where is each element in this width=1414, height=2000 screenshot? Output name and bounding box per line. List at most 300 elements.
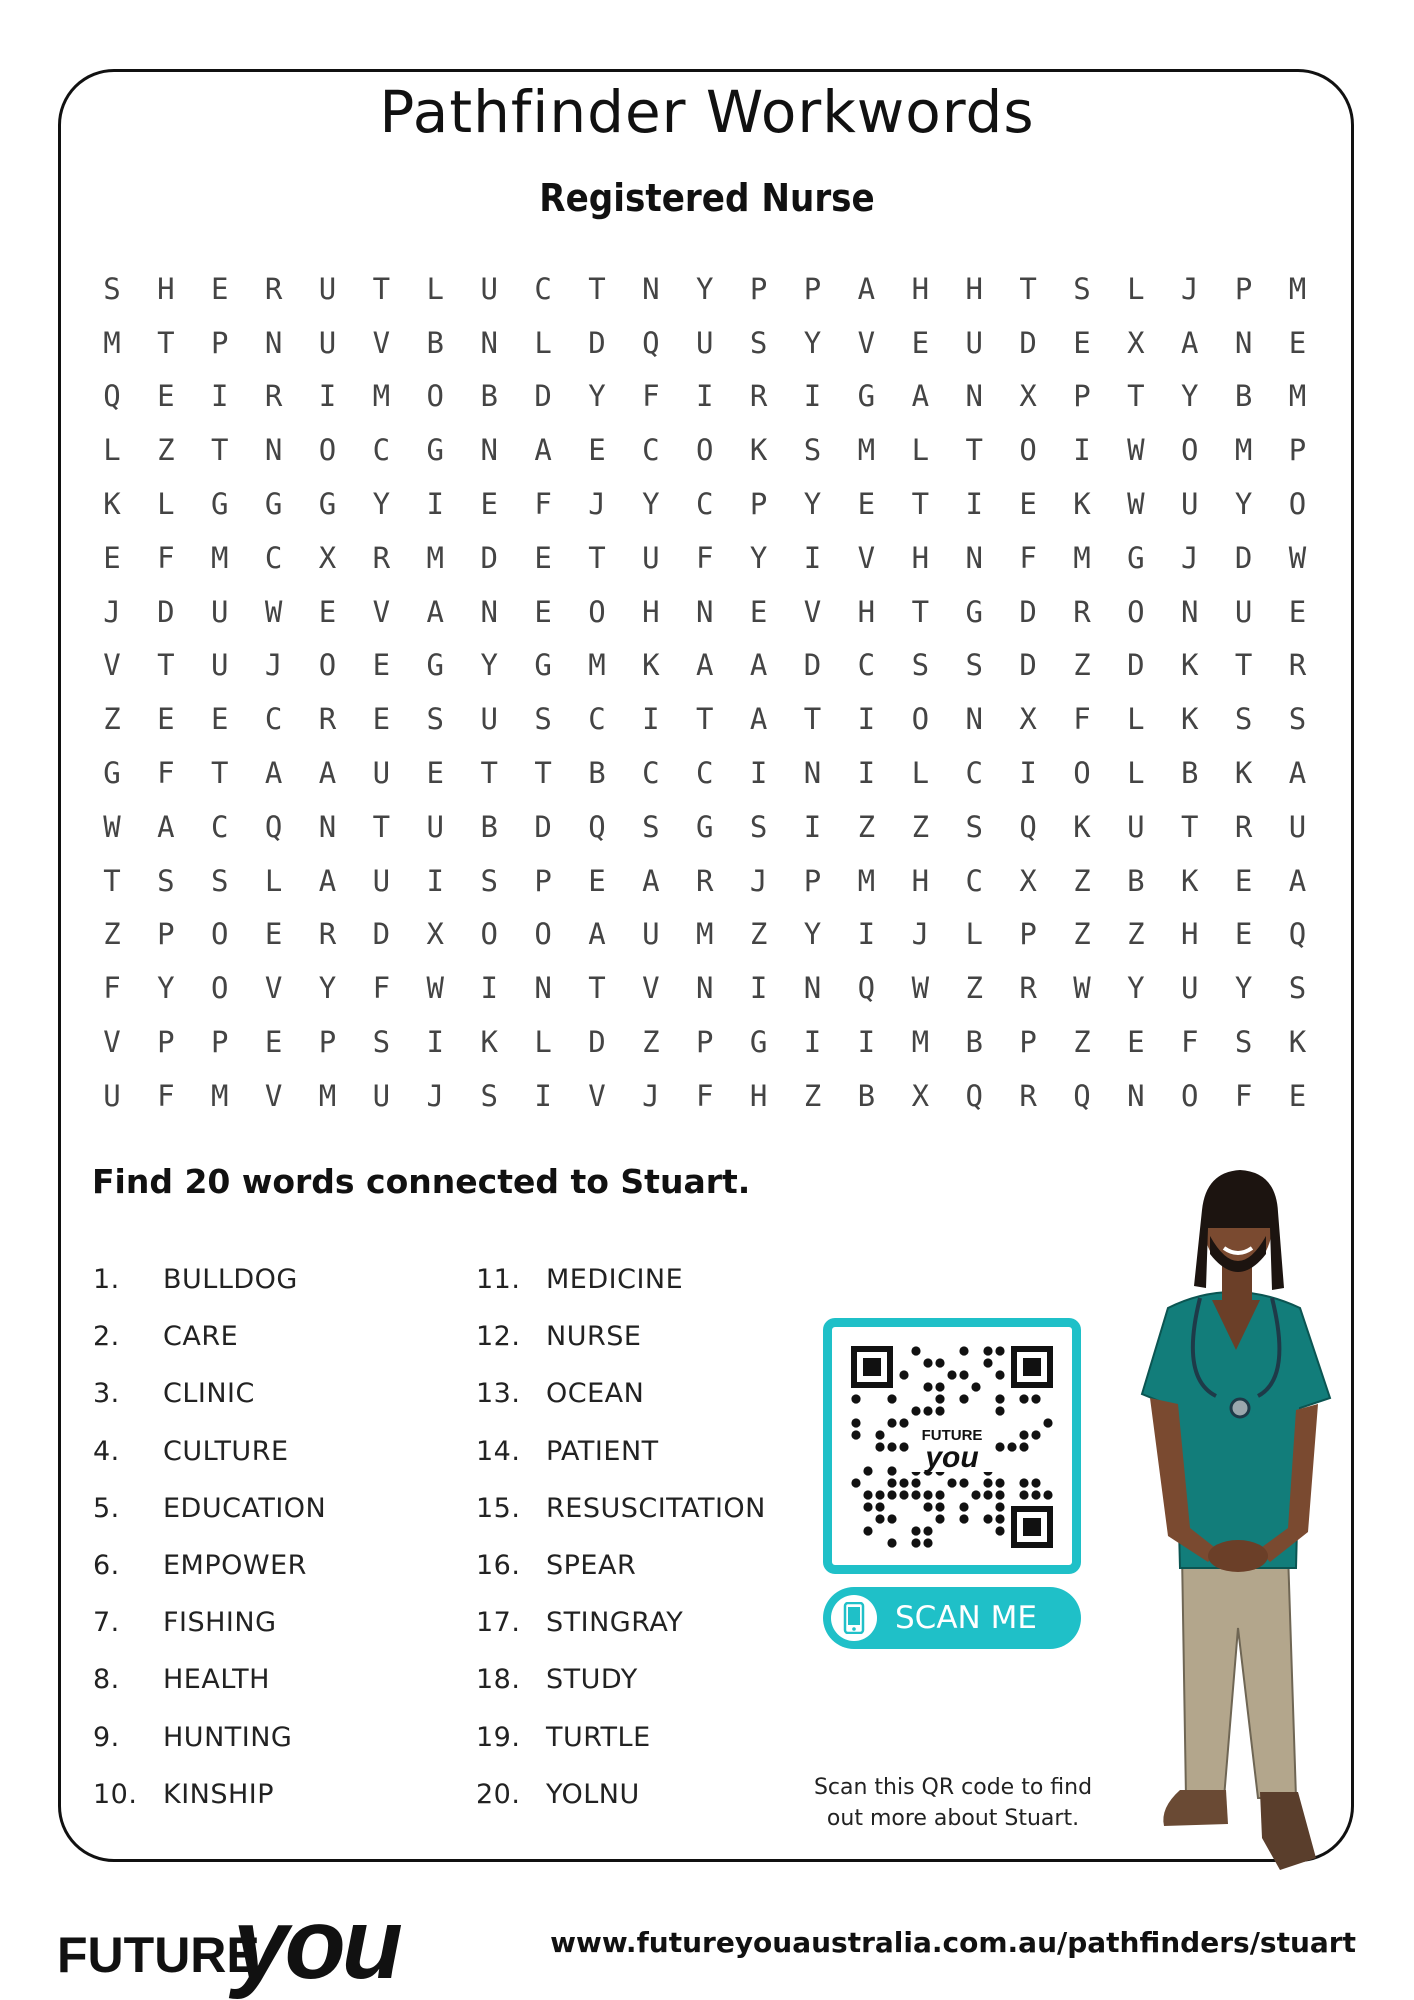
- grid-letter[interactable]: E: [372, 648, 391, 683]
- grid-letter[interactable]: Y: [803, 325, 822, 360]
- grid-letter[interactable]: Y: [157, 971, 175, 1006]
- grid-letter[interactable]: I: [857, 1025, 876, 1060]
- grid-letter[interactable]: L: [911, 433, 930, 468]
- grid-letter[interactable]: S: [965, 648, 983, 683]
- grid-letter[interactable]: A: [318, 756, 337, 791]
- grid-letter[interactable]: N: [480, 594, 498, 629]
- grid-letter[interactable]: E: [534, 594, 552, 629]
- grid-letter[interactable]: H: [157, 271, 175, 306]
- grid-letter[interactable]: J: [1181, 540, 1199, 575]
- grid-letter[interactable]: P: [1019, 917, 1037, 952]
- grid-letter[interactable]: H: [749, 1078, 768, 1113]
- grid-letter[interactable]: T: [372, 271, 391, 306]
- grid-letter[interactable]: Y: [696, 271, 714, 306]
- grid-letter[interactable]: Q: [1073, 1078, 1091, 1113]
- grid-letter[interactable]: V: [264, 1078, 283, 1113]
- grid-letter[interactable]: Z: [157, 433, 175, 468]
- grid-letter[interactable]: H: [911, 863, 930, 898]
- grid-letter[interactable]: S: [103, 271, 121, 306]
- grid-letter[interactable]: I: [803, 379, 822, 414]
- grid-letter[interactable]: V: [588, 1078, 606, 1113]
- grid-letter[interactable]: S: [372, 1025, 391, 1060]
- grid-letter[interactable]: U: [642, 540, 660, 575]
- grid-letter[interactable]: L: [426, 271, 445, 306]
- grid-letter[interactable]: B: [588, 756, 606, 791]
- grid-letter[interactable]: H: [1181, 917, 1199, 952]
- grid-letter[interactable]: L: [103, 433, 121, 468]
- grid-letter[interactable]: D: [1019, 594, 1037, 629]
- grid-letter[interactable]: J: [749, 863, 768, 898]
- grid-letter[interactable]: M: [103, 325, 121, 360]
- grid-letter[interactable]: T: [965, 433, 983, 468]
- grid-letter[interactable]: U: [210, 648, 229, 683]
- grid-letter[interactable]: S: [1234, 1025, 1253, 1060]
- grid-letter[interactable]: W: [103, 809, 121, 844]
- grid-letter[interactable]: E: [588, 863, 606, 898]
- grid-letter[interactable]: J: [103, 594, 121, 629]
- grid-letter[interactable]: A: [1288, 756, 1307, 791]
- grid-letter[interactable]: R: [749, 379, 768, 414]
- grid-letter[interactable]: F: [372, 971, 391, 1006]
- grid-letter[interactable]: O: [318, 433, 337, 468]
- grid-letter[interactable]: P: [1019, 1025, 1037, 1060]
- grid-letter[interactable]: E: [749, 594, 768, 629]
- grid-letter[interactable]: P: [157, 917, 175, 952]
- grid-letter[interactable]: S: [210, 863, 229, 898]
- grid-letter[interactable]: E: [1288, 594, 1307, 629]
- grid-letter[interactable]: D: [534, 379, 552, 414]
- grid-letter[interactable]: N: [534, 971, 552, 1006]
- grid-letter[interactable]: R: [1288, 648, 1307, 683]
- grid-letter[interactable]: A: [264, 756, 283, 791]
- grid-letter[interactable]: K: [1234, 756, 1253, 791]
- grid-letter[interactable]: F: [534, 487, 552, 522]
- grid-letter[interactable]: Z: [1127, 917, 1145, 952]
- grid-letter[interactable]: E: [857, 487, 876, 522]
- grid-letter[interactable]: R: [318, 917, 337, 952]
- grid-letter[interactable]: C: [534, 271, 552, 306]
- grid-letter[interactable]: A: [157, 809, 175, 844]
- grid-letter[interactable]: U: [965, 325, 983, 360]
- grid-letter[interactable]: A: [911, 379, 930, 414]
- grid-letter[interactable]: S: [1073, 271, 1091, 306]
- grid-letter[interactable]: Z: [857, 809, 876, 844]
- grid-letter[interactable]: X: [1127, 325, 1145, 360]
- grid-letter[interactable]: T: [210, 756, 229, 791]
- grid-letter[interactable]: P: [803, 271, 822, 306]
- grid-letter[interactable]: A: [1288, 863, 1307, 898]
- grid-letter[interactable]: I: [1019, 756, 1037, 791]
- grid-letter[interactable]: F: [1234, 1078, 1253, 1113]
- grid-letter[interactable]: V: [264, 971, 283, 1006]
- grid-letter[interactable]: D: [588, 1025, 606, 1060]
- grid-letter[interactable]: O: [911, 702, 930, 737]
- grid-letter[interactable]: S: [157, 863, 175, 898]
- grid-letter[interactable]: Q: [588, 809, 606, 844]
- grid-letter[interactable]: I: [857, 702, 876, 737]
- grid-letter[interactable]: E: [1288, 325, 1307, 360]
- grid-letter[interactable]: W: [1073, 971, 1091, 1006]
- grid-letter[interactable]: L: [534, 325, 552, 360]
- grid-letter[interactable]: T: [803, 702, 822, 737]
- grid-letter[interactable]: U: [372, 863, 391, 898]
- grid-letter[interactable]: S: [426, 702, 445, 737]
- grid-letter[interactable]: I: [426, 487, 445, 522]
- grid-letter[interactable]: G: [210, 487, 229, 522]
- grid-letter[interactable]: I: [696, 379, 714, 414]
- grid-letter[interactable]: B: [1127, 863, 1145, 898]
- grid-letter[interactable]: H: [857, 594, 876, 629]
- grid-letter[interactable]: Q: [857, 971, 876, 1006]
- grid-letter[interactable]: F: [157, 540, 175, 575]
- grid-letter[interactable]: Q: [1288, 917, 1307, 952]
- grid-letter[interactable]: A: [749, 702, 768, 737]
- grid-letter[interactable]: G: [426, 433, 445, 468]
- grid-letter[interactable]: Z: [1073, 1025, 1091, 1060]
- grid-letter[interactable]: G: [1127, 540, 1145, 575]
- grid-letter[interactable]: S: [480, 863, 498, 898]
- grid-letter[interactable]: E: [264, 917, 283, 952]
- grid-letter[interactable]: T: [157, 325, 175, 360]
- grid-letter[interactable]: M: [911, 1025, 930, 1060]
- grid-letter[interactable]: E: [372, 702, 391, 737]
- grid-letter[interactable]: M: [857, 863, 876, 898]
- grid-letter[interactable]: E: [911, 325, 930, 360]
- grid-letter[interactable]: E: [588, 433, 606, 468]
- grid-letter[interactable]: Z: [1073, 648, 1091, 683]
- grid-letter[interactable]: D: [534, 809, 552, 844]
- grid-letter[interactable]: U: [426, 809, 445, 844]
- grid-letter[interactable]: U: [1181, 971, 1199, 1006]
- grid-letter[interactable]: L: [264, 863, 283, 898]
- grid-letter[interactable]: F: [157, 756, 175, 791]
- grid-letter[interactable]: C: [642, 756, 660, 791]
- grid-letter[interactable]: T: [1234, 648, 1253, 683]
- grid-letter[interactable]: V: [803, 594, 822, 629]
- grid-letter[interactable]: T: [911, 487, 930, 522]
- grid-letter[interactable]: C: [372, 433, 391, 468]
- grid-letter[interactable]: Z: [1073, 917, 1091, 952]
- grid-letter[interactable]: O: [696, 433, 714, 468]
- grid-letter[interactable]: E: [318, 594, 337, 629]
- grid-letter[interactable]: N: [1127, 1078, 1145, 1113]
- grid-letter[interactable]: N: [965, 379, 983, 414]
- grid-letter[interactable]: R: [264, 271, 283, 306]
- grid-letter[interactable]: D: [372, 917, 391, 952]
- grid-letter[interactable]: T: [480, 756, 498, 791]
- grid-letter[interactable]: I: [749, 971, 768, 1006]
- grid-letter[interactable]: A: [857, 271, 876, 306]
- grid-letter[interactable]: O: [318, 648, 337, 683]
- grid-letter[interactable]: C: [696, 487, 714, 522]
- grid-letter[interactable]: P: [318, 1025, 337, 1060]
- grid-letter[interactable]: A: [696, 648, 714, 683]
- grid-letter[interactable]: T: [588, 540, 606, 575]
- grid-letter[interactable]: V: [857, 325, 876, 360]
- grid-letter[interactable]: I: [803, 540, 822, 575]
- grid-letter[interactable]: E: [1234, 863, 1253, 898]
- grid-letter[interactable]: Y: [372, 487, 391, 522]
- grid-letter[interactable]: E: [480, 487, 498, 522]
- grid-letter[interactable]: M: [857, 433, 876, 468]
- grid-letter[interactable]: I: [426, 1025, 445, 1060]
- grid-letter[interactable]: F: [1181, 1025, 1199, 1060]
- grid-letter[interactable]: P: [157, 1025, 175, 1060]
- grid-letter[interactable]: I: [534, 1078, 552, 1113]
- grid-letter[interactable]: U: [1181, 487, 1199, 522]
- grid-letter[interactable]: C: [264, 702, 283, 737]
- grid-letter[interactable]: S: [642, 809, 660, 844]
- grid-letter[interactable]: T: [696, 702, 714, 737]
- grid-letter[interactable]: P: [749, 271, 768, 306]
- grid-letter[interactable]: Z: [965, 971, 983, 1006]
- grid-letter[interactable]: Z: [749, 917, 768, 952]
- grid-letter[interactable]: J: [588, 487, 606, 522]
- grid-letter[interactable]: I: [803, 809, 822, 844]
- grid-letter[interactable]: X: [1019, 702, 1037, 737]
- grid-letter[interactable]: A: [426, 594, 445, 629]
- grid-letter[interactable]: M: [696, 917, 714, 952]
- grid-letter[interactable]: F: [696, 1078, 714, 1113]
- grid-letter[interactable]: K: [1181, 863, 1199, 898]
- grid-letter[interactable]: O: [534, 917, 552, 952]
- grid-letter[interactable]: K: [103, 487, 121, 522]
- grid-letter[interactable]: G: [103, 756, 121, 791]
- grid-letter[interactable]: Y: [1181, 379, 1199, 414]
- grid-letter[interactable]: J: [1181, 271, 1199, 306]
- grid-letter[interactable]: Y: [318, 971, 337, 1006]
- grid-letter[interactable]: L: [1127, 271, 1145, 306]
- grid-letter[interactable]: D: [157, 594, 175, 629]
- grid-letter[interactable]: K: [749, 433, 768, 468]
- grid-letter[interactable]: P: [803, 863, 822, 898]
- grid-letter[interactable]: O: [210, 971, 229, 1006]
- grid-letter[interactable]: E: [1234, 917, 1253, 952]
- grid-letter[interactable]: O: [426, 379, 445, 414]
- grid-letter[interactable]: L: [157, 487, 175, 522]
- grid-letter[interactable]: F: [103, 971, 121, 1006]
- grid-letter[interactable]: C: [696, 756, 714, 791]
- grid-letter[interactable]: C: [642, 433, 660, 468]
- grid-letter[interactable]: Q: [103, 379, 121, 414]
- grid-letter[interactable]: N: [696, 594, 714, 629]
- grid-letter[interactable]: X: [911, 1078, 930, 1113]
- grid-letter[interactable]: M: [210, 540, 229, 575]
- grid-letter[interactable]: L: [534, 1025, 552, 1060]
- grid-letter[interactable]: R: [696, 863, 714, 898]
- grid-letter[interactable]: V: [103, 648, 121, 683]
- grid-letter[interactable]: Y: [588, 379, 606, 414]
- grid-letter[interactable]: E: [103, 540, 121, 575]
- grid-letter[interactable]: Q: [264, 809, 283, 844]
- grid-letter[interactable]: A: [534, 433, 552, 468]
- grid-letter[interactable]: G: [534, 648, 552, 683]
- grid-letter[interactable]: T: [103, 863, 121, 898]
- grid-letter[interactable]: I: [642, 702, 660, 737]
- grid-letter[interactable]: Q: [1019, 809, 1037, 844]
- grid-letter[interactable]: M: [372, 379, 391, 414]
- grid-letter[interactable]: V: [103, 1025, 121, 1060]
- grid-letter[interactable]: Y: [803, 917, 822, 952]
- grid-letter[interactable]: J: [264, 648, 283, 683]
- grid-letter[interactable]: U: [318, 325, 337, 360]
- grid-letter[interactable]: U: [372, 756, 391, 791]
- grid-letter[interactable]: T: [588, 271, 606, 306]
- grid-letter[interactable]: N: [803, 971, 822, 1006]
- grid-letter[interactable]: M: [210, 1078, 229, 1113]
- grid-letter[interactable]: P: [696, 1025, 714, 1060]
- grid-letter[interactable]: O: [480, 917, 498, 952]
- grid-letter[interactable]: R: [318, 702, 337, 737]
- grid-letter[interactable]: Z: [642, 1025, 660, 1060]
- grid-letter[interactable]: H: [911, 540, 930, 575]
- grid-letter[interactable]: G: [426, 648, 445, 683]
- grid-letter[interactable]: X: [1019, 379, 1037, 414]
- grid-letter[interactable]: P: [210, 325, 229, 360]
- grid-letter[interactable]: U: [1127, 809, 1145, 844]
- grid-letter[interactable]: G: [749, 1025, 768, 1060]
- grid-letter[interactable]: J: [426, 1078, 445, 1113]
- grid-letter[interactable]: Q: [965, 1078, 983, 1113]
- grid-letter[interactable]: M: [1288, 271, 1307, 306]
- grid-letter[interactable]: T: [1019, 271, 1037, 306]
- grid-letter[interactable]: Y: [642, 487, 660, 522]
- grid-letter[interactable]: K: [642, 648, 660, 683]
- grid-letter[interactable]: G: [264, 487, 283, 522]
- grid-letter[interactable]: A: [642, 863, 660, 898]
- grid-letter[interactable]: S: [749, 809, 768, 844]
- grid-letter[interactable]: K: [1288, 1025, 1307, 1060]
- grid-letter[interactable]: R: [1019, 1078, 1037, 1113]
- grid-letter[interactable]: C: [857, 648, 876, 683]
- grid-letter[interactable]: Y: [480, 648, 498, 683]
- grid-letter[interactable]: O: [1073, 756, 1091, 791]
- grid-letter[interactable]: V: [642, 971, 660, 1006]
- grid-letter[interactable]: P: [210, 1025, 229, 1060]
- grid-letter[interactable]: I: [1073, 433, 1091, 468]
- grid-letter[interactable]: T: [911, 594, 930, 629]
- grid-letter[interactable]: P: [1073, 379, 1091, 414]
- grid-letter[interactable]: U: [103, 1078, 121, 1113]
- grid-letter[interactable]: G: [965, 594, 983, 629]
- grid-letter[interactable]: D: [1019, 325, 1037, 360]
- grid-letter[interactable]: N: [264, 325, 283, 360]
- grid-letter[interactable]: H: [911, 271, 930, 306]
- grid-letter[interactable]: T: [534, 756, 552, 791]
- grid-letter[interactable]: U: [480, 702, 498, 737]
- grid-letter[interactable]: B: [965, 1025, 983, 1060]
- grid-letter[interactable]: E: [210, 702, 229, 737]
- grid-letter[interactable]: F: [157, 1078, 175, 1113]
- scan-me-button[interactable]: [823, 1587, 1081, 1649]
- grid-letter[interactable]: D: [1019, 648, 1037, 683]
- grid-letter[interactable]: U: [318, 271, 337, 306]
- grid-letter[interactable]: N: [1181, 594, 1199, 629]
- grid-letter[interactable]: O: [1288, 487, 1307, 522]
- grid-letter[interactable]: E: [1019, 487, 1037, 522]
- grid-letter[interactable]: I: [965, 487, 983, 522]
- grid-letter[interactable]: M: [426, 540, 445, 575]
- grid-letter[interactable]: S: [965, 809, 983, 844]
- grid-letter[interactable]: S: [480, 1078, 498, 1113]
- grid-letter[interactable]: H: [965, 271, 983, 306]
- grid-letter[interactable]: N: [264, 433, 283, 468]
- grid-letter[interactable]: U: [1234, 594, 1253, 629]
- grid-letter[interactable]: E: [1127, 1025, 1145, 1060]
- grid-letter[interactable]: C: [965, 756, 983, 791]
- grid-letter[interactable]: B: [1234, 379, 1253, 414]
- grid-letter[interactable]: Y: [1127, 971, 1145, 1006]
- grid-letter[interactable]: Z: [1073, 863, 1091, 898]
- grid-letter[interactable]: T: [588, 971, 606, 1006]
- grid-letter[interactable]: F: [642, 379, 660, 414]
- grid-letter[interactable]: Z: [803, 1078, 822, 1113]
- grid-letter[interactable]: N: [1234, 325, 1253, 360]
- grid-letter[interactable]: J: [911, 917, 930, 952]
- grid-letter[interactable]: F: [1073, 702, 1091, 737]
- grid-letter[interactable]: L: [965, 917, 983, 952]
- grid-letter[interactable]: D: [480, 540, 498, 575]
- grid-letter[interactable]: U: [1288, 809, 1307, 844]
- grid-letter[interactable]: A: [749, 648, 768, 683]
- grid-letter[interactable]: E: [264, 1025, 283, 1060]
- grid-letter[interactable]: P: [749, 487, 768, 522]
- grid-letter[interactable]: I: [210, 379, 229, 414]
- grid-letter[interactable]: W: [426, 971, 445, 1006]
- grid-letter[interactable]: Y: [1234, 971, 1253, 1006]
- grid-letter[interactable]: S: [911, 648, 930, 683]
- grid-letter[interactable]: T: [157, 648, 175, 683]
- grid-letter[interactable]: M: [1288, 379, 1307, 414]
- grid-letter[interactable]: E: [157, 702, 175, 737]
- grid-letter[interactable]: F: [696, 540, 714, 575]
- grid-letter[interactable]: D: [1127, 648, 1145, 683]
- grid-letter[interactable]: I: [318, 379, 337, 414]
- grid-letter[interactable]: Z: [103, 702, 121, 737]
- grid-letter[interactable]: N: [696, 971, 714, 1006]
- grid-letter[interactable]: Y: [803, 487, 822, 522]
- grid-letter[interactable]: S: [1234, 702, 1253, 737]
- grid-letter[interactable]: K: [1181, 702, 1199, 737]
- grid-letter[interactable]: K: [480, 1025, 498, 1060]
- grid-letter[interactable]: G: [696, 809, 714, 844]
- grid-letter[interactable]: T: [372, 809, 391, 844]
- grid-letter[interactable]: Y: [1234, 487, 1253, 522]
- grid-letter[interactable]: X: [426, 917, 445, 952]
- grid-letter[interactable]: Q: [642, 325, 660, 360]
- grid-letter[interactable]: U: [372, 1078, 391, 1113]
- grid-letter[interactable]: U: [210, 594, 229, 629]
- grid-letter[interactable]: V: [857, 540, 876, 575]
- grid-letter[interactable]: N: [803, 756, 822, 791]
- word-search-grid[interactable]: [85, 262, 1324, 1123]
- grid-letter[interactable]: W: [1127, 487, 1145, 522]
- grid-letter[interactable]: K: [1181, 648, 1199, 683]
- grid-letter[interactable]: L: [1127, 702, 1145, 737]
- grid-letter[interactable]: E: [1073, 325, 1091, 360]
- grid-letter[interactable]: C: [264, 540, 283, 575]
- grid-letter[interactable]: K: [1073, 487, 1091, 522]
- grid-letter[interactable]: J: [642, 1078, 660, 1113]
- grid-letter[interactable]: O: [1127, 594, 1145, 629]
- grid-letter[interactable]: E: [210, 271, 229, 306]
- grid-letter[interactable]: F: [1019, 540, 1037, 575]
- grid-letter[interactable]: U: [642, 917, 660, 952]
- grid-letter[interactable]: T: [1181, 809, 1199, 844]
- grid-letter[interactable]: R: [1073, 594, 1091, 629]
- grid-letter[interactable]: T: [1127, 379, 1145, 414]
- grid-letter[interactable]: V: [372, 594, 391, 629]
